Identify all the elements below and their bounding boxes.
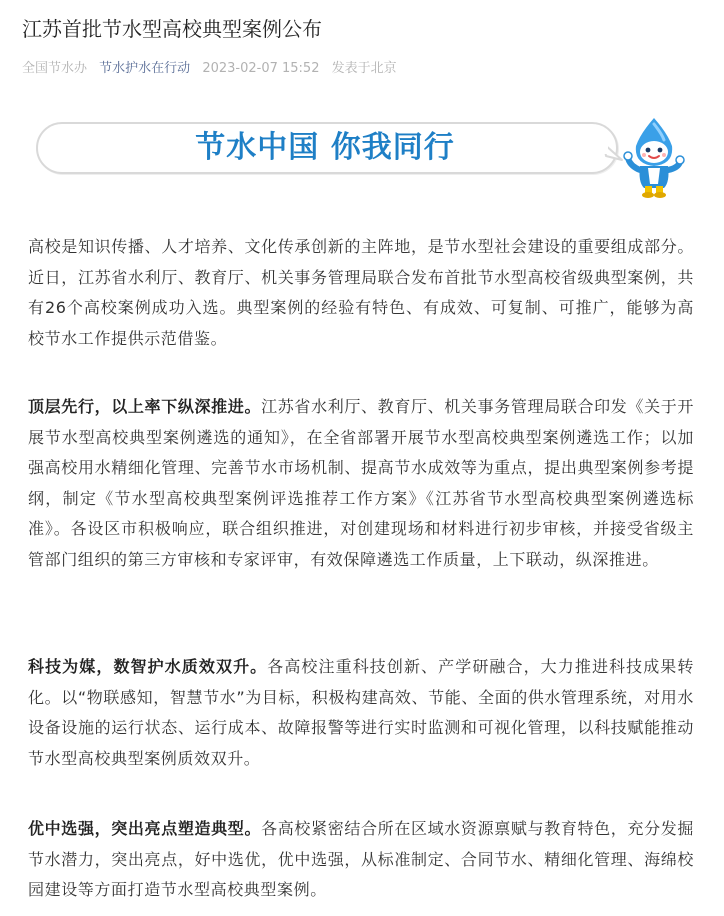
paragraph-top-level (28, 392, 694, 575)
paragraph-technology (28, 652, 694, 774)
water-drop-mascot-icon (618, 116, 690, 198)
publish-time: 2023-02-07 15:52 (202, 61, 320, 76)
paragraph-text: 各高校注重科技创新、产学研融合，大力推进科技成果转化。以“物联感知，智慧节水”为目标，积极构建高效、节能、全面的供水管理系统，对用水设备设施的运行状态、运行成本、故障报警等进行实时监测和可视化管理，以科技赋能推动节水型高校典型案例质效双升。 (28, 657, 694, 768)
paragraph-lead: 顶层先行，以上率下纵深推进。 (28, 397, 262, 416)
account-name-link[interactable]: 全国节水办 (22, 61, 88, 76)
paragraph-text: 各高校紧密结合所在区域水资源禀赋与教育特色，充分发掘节水潜力，突出亮点，好中选优，优中选强，从标准制定、合同节水、精细化管理、海绵校园建设等方面打造节水型高校典型案例。 (28, 819, 694, 899)
article-title: 江苏首批节水型高校典型案例公布 (22, 17, 322, 41)
publish-location: 发表于北京 (331, 61, 397, 76)
banner-image (34, 116, 689, 198)
banner-slogan: 节水中国 你我同行 (195, 130, 455, 165)
paragraph-text: 高校是知识传播、人才培养、文化传承创新的主阵地，是节水型社会建设的重要组成部分。近日，江苏省水利厅、教育厅、机关事务管理局联合发布首批节水型高校省级典型案例，共有26个高校案例成功入选。典型案例的经验有特色、有成效、可复制、可推广，能够为高校节水工作提供示范借鉴。 (28, 237, 694, 348)
paragraph-text: 江苏省水利厅、教育厅、机关事务管理局联合印发《关于开展节水型高校典型案例遴选的通知》，在全省部署开展节水型高校典型案例遴选工作；以加强高校用水精细化管理、完善节水市场机制、提高节水成效等为重点，提出典型案例参考提纲，制定《节水型高校典型案例评选推荐工作方案》《江苏省节水型高校典型案例遴选标准》。各设区市积极响应，联合组织推进，对创建现场和材料进行初步审核，并接受省级主管部门组织的第三方审核和专家评审，有效保障遴选工作质量，上下联动，纵深推进。 (28, 397, 694, 569)
article-meta (22, 58, 405, 80)
paragraph-lead: 科技为媒，数智护水质效双升。 (28, 657, 268, 676)
column-link[interactable]: 节水护水在行动 (99, 61, 191, 76)
paragraph-intro (28, 232, 694, 354)
paragraph-excellence (28, 814, 694, 906)
paragraph-lead: 优中选强，突出亮点塑造典型。 (28, 819, 262, 838)
